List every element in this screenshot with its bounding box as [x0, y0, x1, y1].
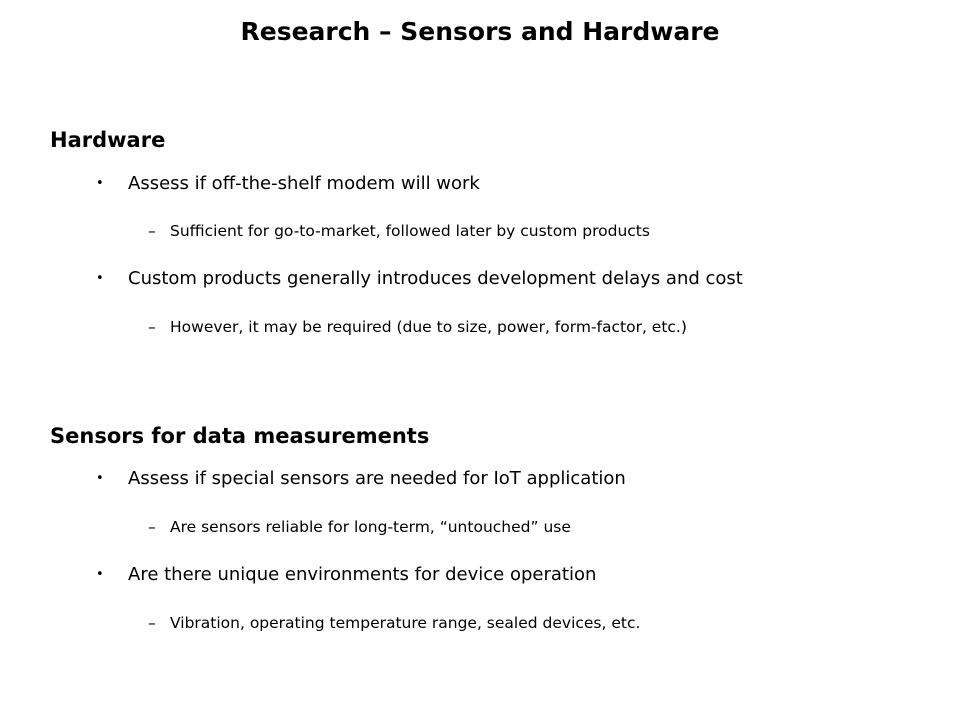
dash-icon: – — [148, 518, 156, 536]
dash-icon: – — [148, 222, 156, 240]
sub-bullet-item — [148, 220, 650, 242]
section-heading-hardware: Hardware — [50, 128, 166, 152]
bullet-icon: • — [96, 471, 104, 486]
bullet-item — [96, 171, 480, 197]
dash-icon: – — [148, 614, 156, 632]
sub-bullet-item — [148, 316, 687, 338]
dash-icon: – — [148, 318, 156, 336]
sub-bullet-text: Vibration, operating temperature range, sealed devices, etc. — [170, 614, 641, 632]
bullet-text: Custom products generally introduces development delays and cost — [128, 268, 743, 289]
bullet-icon: • — [96, 271, 104, 286]
sub-bullet-item — [148, 612, 640, 634]
sub-bullet-text: However, it may be required (due to size, power, form-factor, etc.) — [170, 318, 687, 336]
bullet-icon: • — [96, 176, 104, 191]
sub-bullet-text: Sufficient for go-to-market, followed later by custom products — [170, 222, 650, 240]
sub-bullet-item — [148, 516, 571, 538]
bullet-item — [96, 266, 743, 292]
bullet-text: Assess if off-the-shelf modem will work — [128, 173, 480, 194]
section-heading-sensors: Sensors for data measurements — [50, 424, 430, 448]
bullet-text: Assess if special sensors are needed for IoT application — [128, 468, 626, 489]
slide-title: Research – Sensors and Hardware — [240, 17, 720, 46]
bullet-item — [96, 466, 626, 492]
sub-bullet-text: Are sensors reliable for long-term, “untouched” use — [170, 518, 571, 536]
bullet-icon: • — [96, 567, 104, 582]
bullet-text: Are there unique environments for device operation — [128, 564, 597, 585]
bullet-item — [96, 562, 596, 588]
